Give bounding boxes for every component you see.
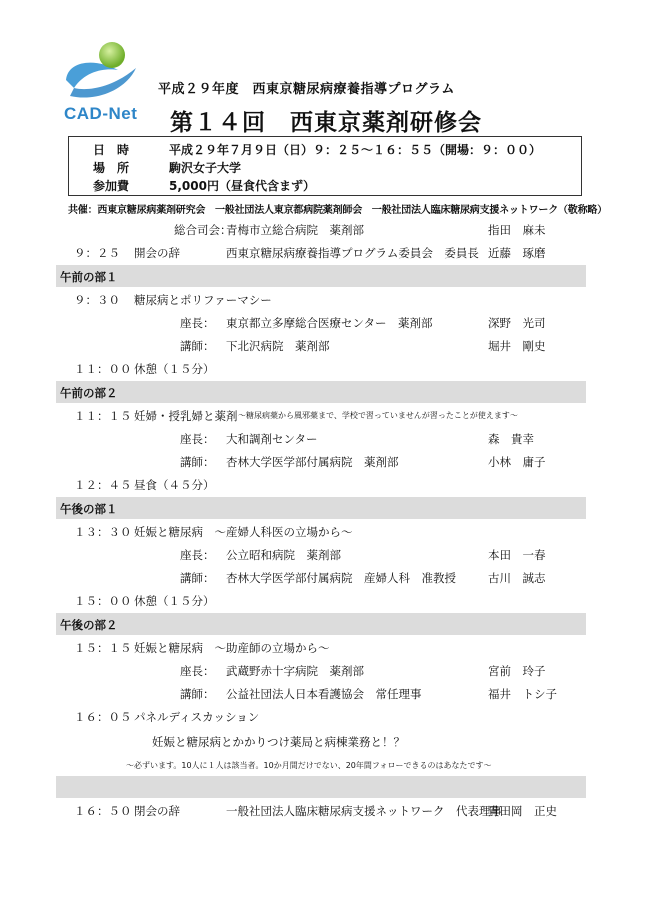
lecturer-row: [56, 451, 586, 473]
leaf-sphere-icon: [56, 40, 156, 110]
cosponsor-line: 共催：西東京糖尿病薬剤研究会 一般社団法人東京都病院薬剤師会 一般社団法人臨床糖尿病支援ネットワーク（敬称略）: [68, 205, 607, 216]
break-row: [56, 590, 586, 612]
section-title: 午前の部１: [60, 270, 118, 284]
person-name: 小林 庸子: [488, 455, 546, 469]
chair-row: [56, 428, 586, 450]
time: １２：４５: [74, 478, 132, 492]
affiliation: 大和調剤センター: [226, 432, 318, 446]
panel-note: ～必ずいます。10人に１人は該当者。10か月間だけでない、20年間フォローできるのはあなたです～: [126, 761, 492, 770]
affiliation: 西東京糖尿病療養指導プログラム委員会 委員長: [226, 246, 479, 260]
event-info-box: [68, 136, 582, 196]
divider-bar: [56, 776, 586, 798]
session-title: パネルディスカッション: [134, 710, 260, 724]
item-title: 昼食（４５分）: [134, 478, 215, 492]
panel-topic: 妊娠と糖尿病とかかりつけ薬局と病棟業務と！？: [152, 735, 405, 749]
program-row-mc: [56, 219, 586, 241]
session-title: 妊娠と糖尿病 ～産婦人科医の立場から～: [134, 525, 353, 539]
session-title: 妊娠と糖尿病 ～助産師の立場から～: [134, 641, 330, 655]
time: １５：００: [74, 594, 132, 608]
item-title: 閉会の辞: [134, 804, 180, 818]
role-label: 講師：: [180, 571, 215, 585]
person-name: 指田 麻未: [488, 223, 546, 237]
time: １１：００: [74, 362, 132, 376]
panel-topic-row: [56, 731, 586, 753]
info-value: 駒沢女子大学: [169, 161, 242, 175]
session-row: [56, 405, 586, 427]
program-row-opening: [56, 242, 586, 264]
lecturer-row: [56, 335, 586, 357]
panel-row: [56, 706, 586, 728]
role-label: 座長：: [180, 316, 215, 330]
session-title: 糖尿病とポリファーマシー: [134, 293, 272, 307]
role-label: 総合司会：: [174, 223, 232, 237]
time: １３：３０: [74, 525, 132, 539]
affiliation: 公益社団法人日本看護協会 常任理事: [226, 687, 422, 701]
section-title: 午後の部２: [60, 618, 118, 632]
affiliation: 杏林大学医学部付属病院 薬剤部: [226, 455, 399, 469]
session-row: [56, 521, 586, 543]
chair-row: [56, 660, 586, 682]
chair-row: [56, 544, 586, 566]
info-value: 5,000円（昼食代含まず）: [169, 179, 315, 193]
info-value: 平成２９年７月９日（日）９：２５～１６：５５（開場：９：００）: [169, 143, 542, 157]
item-title: 休憩（１５分）: [134, 362, 215, 376]
person-name: 近藤 琢磨: [488, 246, 546, 260]
person-name: 貴田岡 正史: [488, 804, 557, 818]
person-name: 福井 トシ子: [488, 687, 557, 701]
time: １１：１５: [74, 409, 132, 423]
section-header: [56, 381, 586, 403]
time: ９：３０: [74, 293, 120, 307]
role-label: 座長：: [180, 432, 215, 446]
session-row: [56, 637, 586, 659]
affiliation: 青梅市立総合病院 薬剤部: [226, 223, 364, 237]
role-label: 講師：: [180, 339, 215, 353]
lecturer-row: [56, 683, 586, 705]
person-name: 本田 一春: [488, 548, 546, 562]
person-name: 古川 誠志: [488, 571, 546, 585]
role-label: 座長：: [180, 664, 215, 678]
info-key: 参加費: [93, 179, 130, 193]
panel-note-row: [56, 755, 586, 777]
page-title: 第１４回 西東京薬剤研修会: [170, 110, 482, 136]
person-name: 深野 光司: [488, 316, 546, 330]
time: １５：１５: [74, 641, 132, 655]
logo-text: CAD-Net: [64, 104, 138, 123]
break-row: [56, 358, 586, 380]
program-row-closing: [56, 800, 586, 822]
info-key: 場 所: [93, 161, 130, 175]
time: ９：２５: [74, 246, 120, 260]
item-title: 開会の辞: [134, 246, 180, 260]
chair-row: [56, 312, 586, 334]
affiliation: 杏林大学医学部付属病院 産婦人科 准教授: [226, 571, 456, 585]
affiliation: 武蔵野赤十字病院 薬剤部: [226, 664, 364, 678]
session-row: [56, 289, 586, 311]
affiliation: 公立昭和病院 薬剤部: [226, 548, 341, 562]
affiliation: 下北沢病院 薬剤部: [226, 339, 330, 353]
lunch-row: [56, 474, 586, 496]
role-label: 講師：: [180, 455, 215, 469]
time: １６：５０: [74, 804, 132, 818]
person-name: 堀井 剛史: [488, 339, 546, 353]
lecturer-row: [56, 567, 586, 589]
info-key: 日 時: [93, 143, 130, 157]
affiliation: 東京都立多摩総合医療センター 薬剤部: [226, 316, 433, 330]
session-title: 妊婦・授乳婦と薬剤: [134, 409, 238, 423]
section-header: [56, 265, 586, 287]
section-title: 午後の部１: [60, 502, 118, 516]
item-title: 休憩（１５分）: [134, 594, 215, 608]
role-label: 講師：: [180, 687, 215, 701]
role-label: 座長：: [180, 548, 215, 562]
session-note: ～糖尿病薬から風邪薬まで、学校で習っていませんが習ったことが使えます～: [238, 411, 518, 420]
section-header: [56, 497, 586, 519]
time: １６：０５: [74, 710, 132, 724]
person-name: 宮前 玲子: [488, 664, 546, 678]
person-name: 森 貴幸: [488, 432, 534, 446]
cad-net-logo: [56, 40, 156, 135]
section-header: [56, 613, 586, 635]
section-title: 午前の部２: [60, 386, 118, 400]
program-subtitle: 平成２９年度 西東京糖尿病療養指導プログラム: [158, 82, 455, 97]
affiliation: 一般社団法人臨床糖尿病支援ネットワーク 代表理事: [226, 804, 502, 818]
